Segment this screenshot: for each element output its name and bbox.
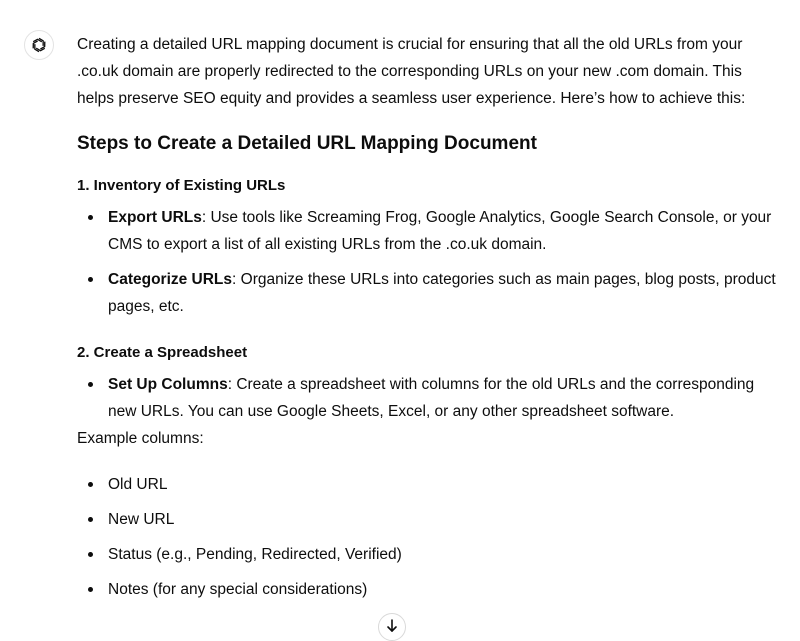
item-text: Notes (for any special considerations) xyxy=(108,581,368,598)
list-item xyxy=(77,266,777,320)
list-item xyxy=(77,576,777,603)
bullet-icon xyxy=(88,552,93,557)
list-item xyxy=(77,506,777,533)
bullet-icon xyxy=(88,215,93,220)
item-text: New URL xyxy=(108,511,175,528)
item-term: Export URLs xyxy=(108,209,202,226)
item-text: : Use tools like Screaming Frog, Google Analytics, Google Search Console, or your CMS to export a list of all existing URLs from the .co.uk domain. xyxy=(108,209,772,253)
list-item xyxy=(77,471,777,498)
assistant-avatar xyxy=(24,30,54,60)
item-text: : Organize these URLs into categories such as main pages, blog posts, product pages, etc. xyxy=(108,271,776,315)
item-text: Old URL xyxy=(108,476,168,493)
example-label: Example columns: xyxy=(77,430,204,447)
item-text: Status (e.g., Pending, Redirected, Verified) xyxy=(108,546,402,563)
bullet-icon xyxy=(88,382,93,387)
item-term: Set Up Columns xyxy=(108,376,228,393)
bullet-icon xyxy=(88,517,93,522)
step-1-title: 1. Inventory of Existing URLs xyxy=(77,177,286,194)
list-item xyxy=(77,371,777,425)
section-heading: Steps to Create a Detailed URL Mapping Document xyxy=(77,133,537,154)
openai-logo-icon xyxy=(29,35,49,55)
assistant-message xyxy=(77,31,777,603)
step-2-list xyxy=(77,371,777,425)
step-1-list xyxy=(77,204,777,320)
item-term: Categorize URLs xyxy=(108,271,233,288)
list-item xyxy=(77,541,777,568)
list-item xyxy=(77,204,777,258)
example-columns-list xyxy=(77,471,777,603)
bullet-icon xyxy=(88,277,93,282)
step-2-title: 2. Create a Spreadsheet xyxy=(77,344,248,361)
intro-paragraph: Creating a detailed URL mapping document is crucial for ensuring that all the old URLs from your .co.uk domain are properly redirected to the corresponding URLs on your new .com domain. This helps preserve SEO equity and provides a seamless user experience. Here’s how to achieve this: xyxy=(77,36,746,107)
bullet-icon xyxy=(88,587,93,592)
item-text: : Create a spreadsheet with columns for the old URLs and the corresponding new URLs. You can use Google Sheets, Excel, or any other spreadsheet software. xyxy=(108,376,755,420)
scroll-to-bottom-button[interactable] xyxy=(378,613,406,641)
bullet-icon xyxy=(88,482,93,487)
